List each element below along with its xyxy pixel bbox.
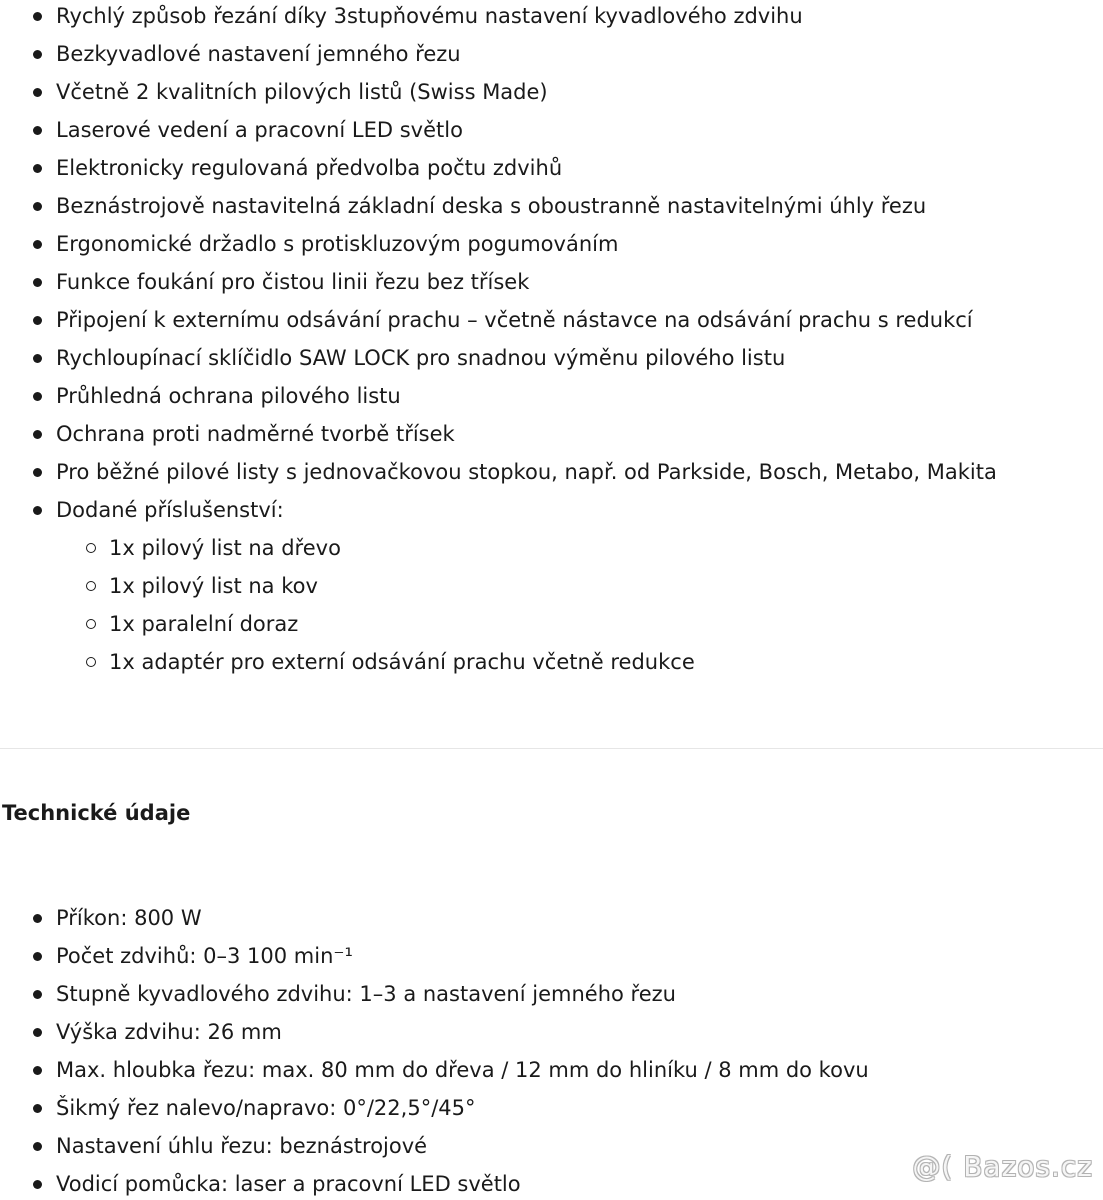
bullet-icon: [33, 506, 42, 515]
bullet-icon: [33, 88, 42, 97]
spec-text: Výška zdvihu: 26 mm: [56, 1020, 282, 1044]
list-item: [0, 1013, 1100, 1051]
accessory-text: 1x pilový list na kov: [109, 574, 318, 598]
bullet-icon: [33, 240, 42, 249]
list-item: [0, 975, 1100, 1013]
spec-text: Počet zdvihů: 0–3 100 min⁻¹: [56, 944, 353, 968]
section-heading: Technické údaje: [2, 801, 191, 825]
list-item: [0, 1051, 1100, 1089]
spec-text: Šikmý řez nalevo/napravo: 0°/22,5°/45°: [56, 1096, 476, 1120]
bullet-icon: [33, 202, 42, 211]
feature-text: Ochrana proti nadměrné tvorbě třísek: [56, 422, 455, 446]
accessory-text: 1x adaptér pro externí odsávání prachu včetně redukce: [109, 650, 695, 674]
feature-text: Rychlý způsob řezání díky 3stupňovému nastavení kyvadlového zdvihu: [56, 4, 803, 28]
spec-text: Vodicí pomůcka: laser a pracovní LED světlo: [56, 1172, 521, 1196]
accessories-list: [0, 529, 1100, 681]
feature-text: Pro běžné pilové listy s jednovačkovou stopkou, např. od Parkside, Bosch, Metabo, Makita: [56, 460, 997, 484]
feature-text: Funkce foukání pro čistou linii řezu bez třísek: [56, 270, 530, 294]
list-item: [0, 111, 1100, 149]
accessory-text: 1x paralelní doraz: [109, 612, 299, 636]
feature-text: Ergonomické držadlo s protiskluzovým pogumováním: [56, 232, 619, 256]
feature-text: Dodané příslušenství:: [56, 498, 284, 522]
bullet-icon: [33, 316, 42, 325]
list-item: [0, 605, 1100, 643]
list-item: [0, 899, 1100, 937]
list-item: [0, 0, 1100, 35]
list-item: [0, 263, 1100, 301]
list-item: [0, 225, 1100, 263]
accessories-container: [0, 529, 1100, 681]
list-item: [0, 35, 1100, 73]
bullet-icon: [33, 430, 42, 439]
list-item: [0, 937, 1100, 975]
bullet-icon: [33, 1028, 42, 1037]
circle-bullet-icon: [86, 581, 96, 591]
spec-text: Max. hloubka řezu: max. 80 mm do dřeva / 12 mm do hliníku / 8 mm do kovu: [56, 1058, 869, 1082]
accessory-text: 1x pilový list na dřevo: [109, 536, 341, 560]
list-item: [0, 149, 1100, 187]
bullet-icon: [33, 990, 42, 999]
list-item: [0, 415, 1100, 453]
circle-bullet-icon: [86, 619, 96, 629]
list-item: [0, 643, 1100, 681]
bullet-icon: [33, 952, 42, 961]
circle-bullet-icon: [86, 657, 96, 667]
bullet-icon: [33, 468, 42, 477]
bullet-icon: [33, 914, 42, 923]
bullet-icon: [33, 126, 42, 135]
bullet-icon: [33, 1066, 42, 1075]
bullet-icon: [33, 1180, 42, 1189]
bullet-icon: [33, 1142, 42, 1151]
bullet-icon: [33, 354, 42, 363]
list-item: [0, 1089, 1100, 1127]
feature-text: Bezkyvadlové nastavení jemného řezu: [56, 42, 461, 66]
circle-bullet-icon: [86, 543, 96, 553]
list-item: [0, 491, 1100, 529]
bazos-watermark: @( Bazos.cz: [912, 1150, 1093, 1183]
bullet-icon: [33, 50, 42, 59]
feature-text: Včetně 2 kvalitních pilových listů (Swiss Made): [56, 80, 548, 104]
spec-text: Nastavení úhlu řezu: beznástrojové: [56, 1134, 428, 1158]
list-item: [0, 529, 1100, 567]
list-item: [0, 73, 1100, 111]
list-item: [0, 187, 1100, 225]
feature-text: Laserové vedení a pracovní LED světlo: [56, 118, 463, 142]
bullet-icon: [33, 1104, 42, 1113]
spec-text: Stupně kyvadlového zdvihu: 1–3 a nastavení jemného řezu: [56, 982, 676, 1006]
feature-text: Beznástrojově nastavitelná základní deska s oboustranně nastavitelnými úhly řezu: [56, 194, 927, 218]
feature-text: Průhledná ochrana pilového listu: [56, 384, 401, 408]
feature-text: Rychloupínací sklíčidlo SAW LOCK pro snadnou výměnu pilového listu: [56, 346, 786, 370]
bullet-icon: [33, 392, 42, 401]
list-item: [0, 301, 1100, 339]
bullet-icon: [33, 278, 42, 287]
bullet-icon: [33, 12, 42, 21]
list-item: [0, 567, 1100, 605]
feature-text: Připojení k externímu odsávání prachu – včetně nástavce na odsávání prachu s redukcí: [56, 308, 973, 332]
list-item: [0, 453, 1100, 491]
section-divider: [0, 748, 1103, 749]
bullet-icon: [33, 164, 42, 173]
list-item: [0, 377, 1100, 415]
feature-text: Elektronicky regulovaná předvolba počtu zdvihů: [56, 156, 563, 180]
list-item: [0, 339, 1100, 377]
spec-text: Příkon: 800 W: [56, 906, 202, 930]
